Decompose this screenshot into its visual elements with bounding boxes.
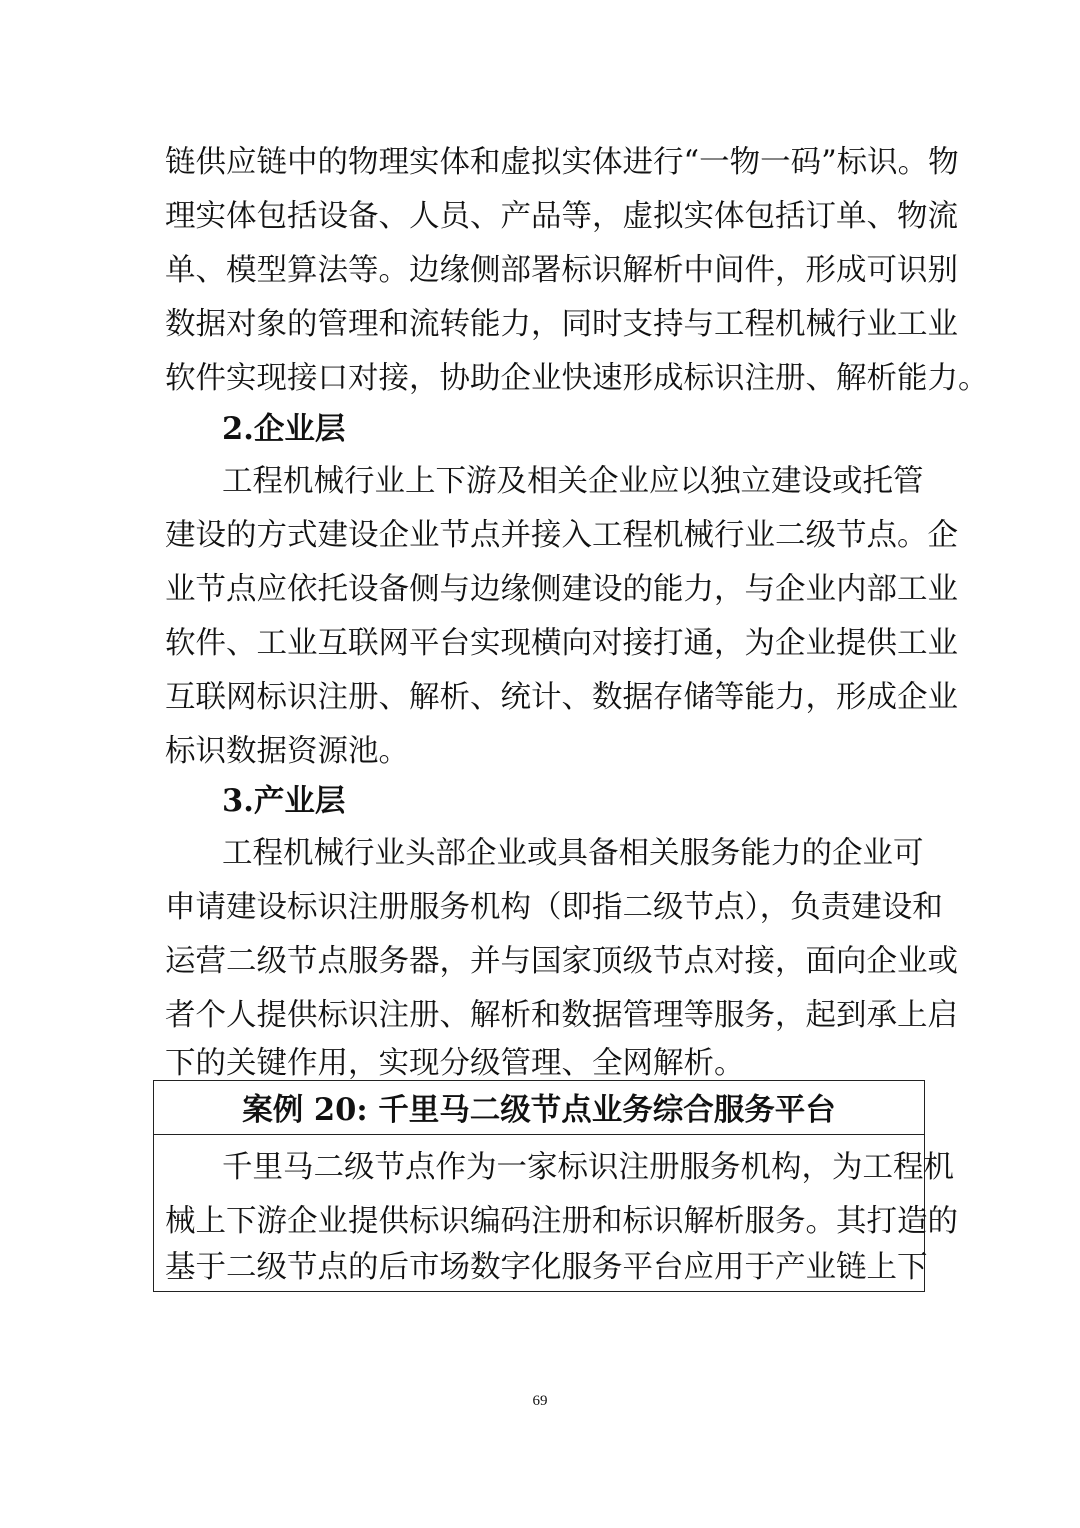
section-3-line-5: 下的关键作用，实现分级管理、全网解析。 (165, 1046, 745, 1081)
section-2-line-3: 业节点应依托设备侧与边缘侧建设的能力，与企业内部工业 (165, 572, 958, 607)
case-line-3: 基于二级节点的后市场数字化服务平台应用于产业链上下 (165, 1250, 928, 1285)
section-3-line-1: 工程机械行业头部企业或具备相关服务能力的企业可 (222, 836, 924, 871)
paragraph-1-line-2: 理实体包括设备、人员、产品等，虚拟实体包括订单、物流 (165, 199, 958, 234)
page-number: 69 (532, 1393, 548, 1409)
section-3-heading: 3.产业层 (222, 783, 346, 819)
paragraph-1-line-5: 软件实现接口对接，协助企业快速形成标识注册、解析能力。 (165, 361, 989, 396)
paragraph-1-line-4: 数据对象的管理和流转能力，同时支持与工程机械行业工业 (165, 307, 958, 342)
section-2-line-5: 互联网标识注册、解析、统计、数据存储等能力，形成企业 (165, 680, 958, 715)
section-3-line-4: 者个人提供标识注册、解析和数据管理等服务，起到承上启 (165, 998, 958, 1033)
case-title: 案例 20: 千里马二级节点业务综合服务平台 (242, 1092, 836, 1128)
section-2-line-1: 工程机械行业上下游及相关企业应以独立建设或托管 (222, 464, 924, 499)
section-2-heading: 2.企业层 (222, 411, 346, 447)
section-3-line-3: 运营二级节点服务器，并与国家顶级节点对接，面向企业或 (165, 944, 958, 979)
case-line-2: 械上下游企业提供标识编码注册和标识解析服务。其打造的 (165, 1204, 958, 1239)
paragraph-1-line-1: 链供应链中的物理实体和虚拟实体进行“一物一码”标识。物 (165, 145, 959, 180)
section-2-line-2: 建设的方式建设企业节点并接入工程机械行业二级节点。企 (165, 518, 958, 553)
case-header (154, 1081, 924, 1135)
section-2-line-4: 软件、工业互联网平台实现横向对接打通，为企业提供工业 (165, 626, 958, 661)
section-3-line-2: 申请建设标识注册服务机构（即指二级节点），负责建设和 (165, 890, 943, 925)
paragraph-1-line-3: 单、模型算法等。边缘侧部署标识解析中间件，形成可识别 (165, 253, 958, 288)
section-2-line-6: 标识数据资源池。 (165, 734, 409, 769)
case-line-1: 千里马二级节点作为一家标识注册服务机构，为工程机 (222, 1150, 954, 1185)
